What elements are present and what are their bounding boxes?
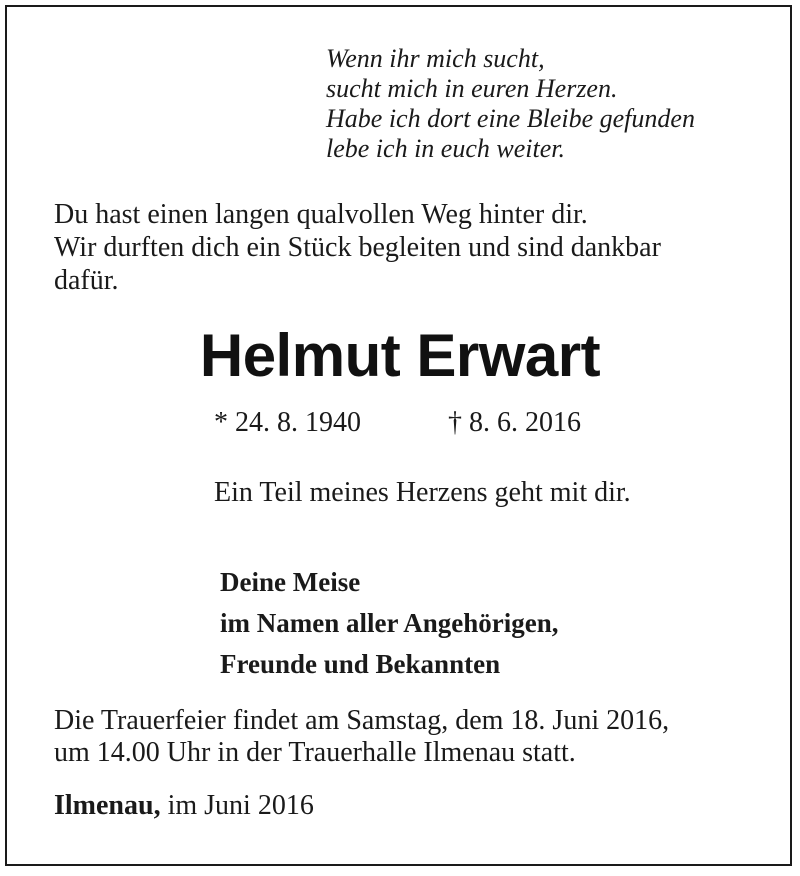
poem-line: Wenn ihr mich sucht, <box>326 44 545 73</box>
farewell-quote: Ein Teil meines Herzens geht mit dir. <box>214 477 631 508</box>
signer-line: Freunde und Bekannten <box>220 649 501 679</box>
funeral-info <box>54 705 669 769</box>
signer-line: Deine Meise <box>220 567 361 597</box>
funeral-line: um 14.00 Uhr in der Trauerhalle Ilmenau statt. <box>54 737 576 768</box>
signers <box>220 562 558 685</box>
intro-line: Wir durften dich ein Stück begleiten und sind dankbar <box>54 232 661 263</box>
place-and-date <box>54 788 314 824</box>
deceased-name: Helmut Erwart <box>199 322 601 389</box>
poem-line: sucht mich in euren Herzen. <box>326 74 618 103</box>
poem <box>326 44 695 164</box>
signer-line: im Namen aller Angehörigen, <box>220 608 559 638</box>
intro-line: Du hast einen langen qualvollen Weg hinter dir. <box>54 199 588 230</box>
funeral-line: Die Trauerfeier findet am Samstag, dem 18. Juni 2016, <box>54 705 670 736</box>
death-date: † 8. 6. 2016 <box>448 407 581 438</box>
place-city: Ilmenau, <box>54 790 161 821</box>
intro-line: dafür. <box>54 265 119 296</box>
poem-line: Habe ich dort eine Bleibe gefunden <box>326 104 695 133</box>
birth-date: * 24. 8. 1940 <box>214 407 361 438</box>
poem-line: lebe ich in euch weiter. <box>326 134 565 163</box>
intro-text <box>54 198 661 297</box>
place-date: im Juni 2016 <box>160 790 314 821</box>
